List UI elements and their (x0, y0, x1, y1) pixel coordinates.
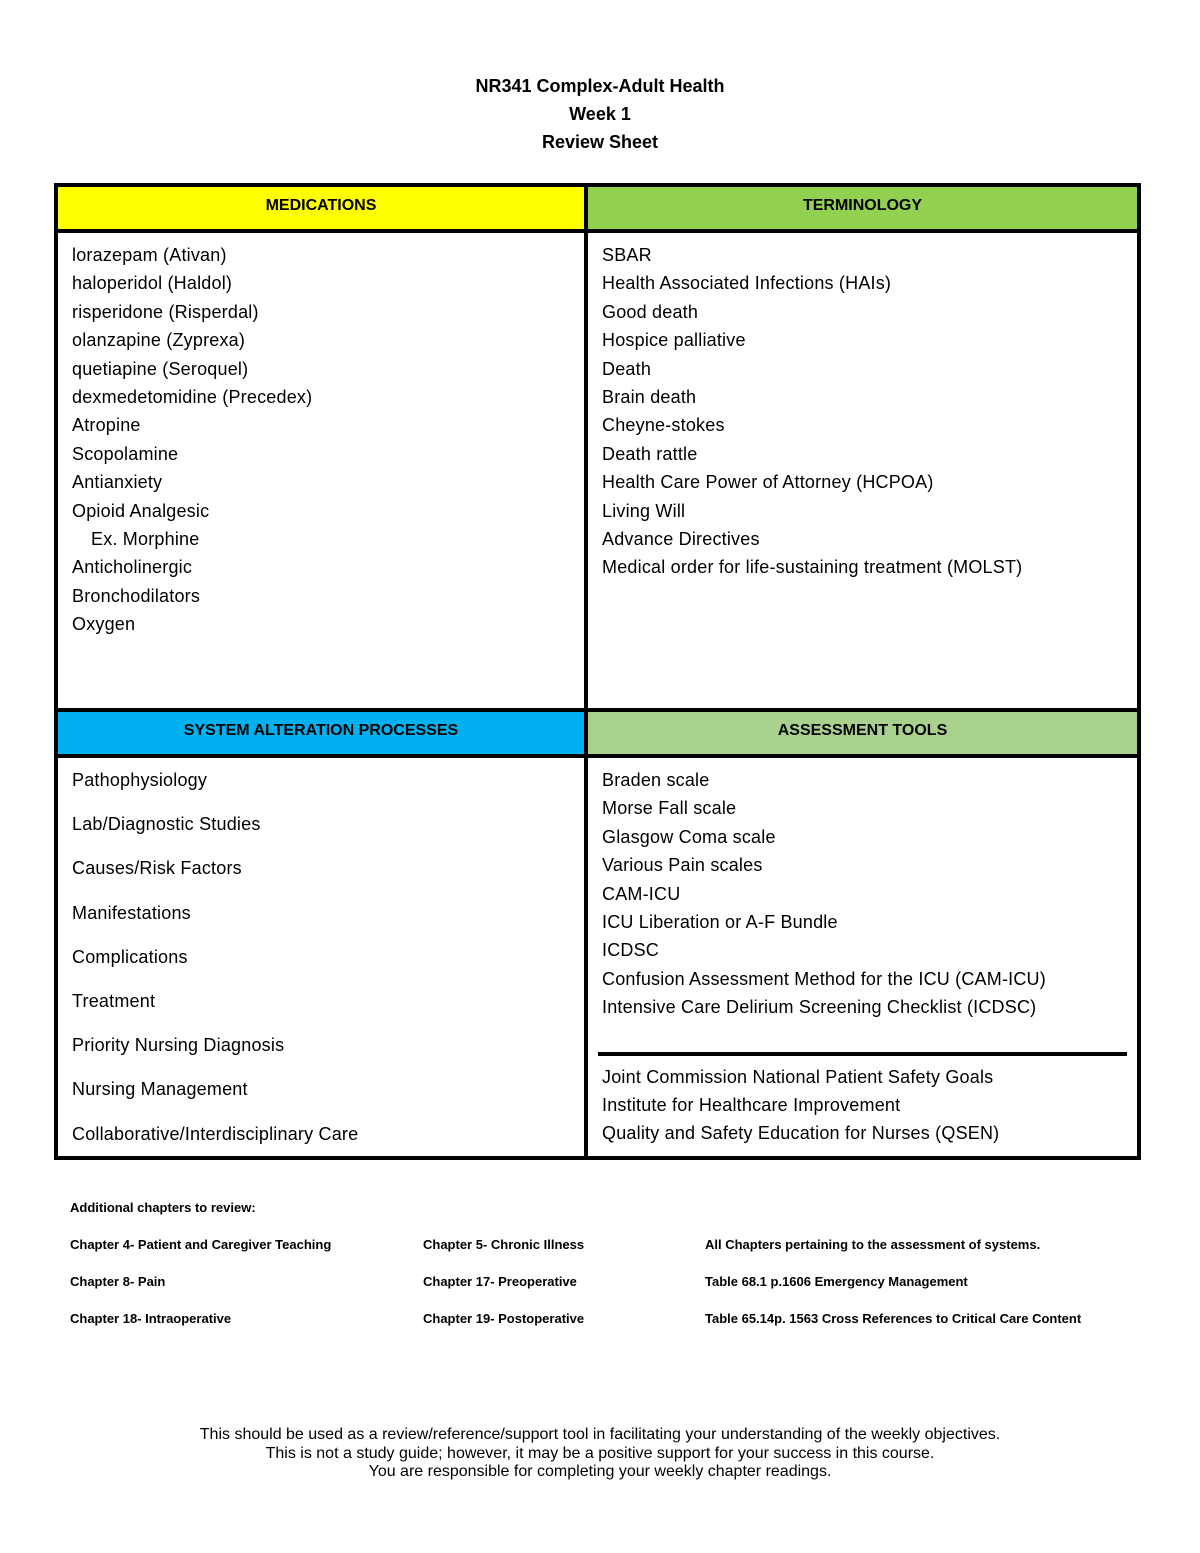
terminology-title: TERMINOLOGY (802, 197, 923, 214)
assessment-item: Intensive Care Delirium Screening Checklist (ICDSC) (602, 997, 1037, 1018)
chapter-item: Table 68.1 p.1606 Emergency Management (705, 1274, 968, 1289)
terminology-item: Health Care Power of Attorney (HCPOA) (602, 472, 934, 493)
chapter-item: Table 65.14p. 1563 Cross References to Critical Care Content (705, 1311, 1082, 1326)
quality-item: Institute for Healthcare Improvement (602, 1095, 901, 1116)
terminology-item: Health Associated Infections (HAIs) (602, 273, 892, 294)
system-item: Treatment (72, 991, 156, 1012)
terminology-item: Brain death (602, 387, 697, 408)
review-table (54, 183, 1141, 1160)
medication-item: risperidone (Risperdal) (72, 301, 259, 322)
system-list (56, 756, 586, 1158)
medication-item: Anticholinergic (72, 557, 193, 578)
footer-line: This is not a study guide; however, it may be a positive support for your success in this course. (265, 1444, 935, 1462)
medication-item: quetiapine (Seroquel) (72, 358, 249, 379)
chapter-item: Chapter 17- Preoperative (423, 1274, 577, 1289)
medication-item: Oxygen (72, 614, 136, 635)
chapter-item: All Chapters pertaining to the assessment of systems. (705, 1237, 1041, 1252)
terminology-item: Death rattle (602, 443, 698, 464)
assessment-item: Glasgow Coma scale (602, 826, 776, 847)
system-header (56, 710, 586, 756)
system-item: Nursing Management (72, 1079, 248, 1100)
footer-note (0, 1426, 1200, 1482)
footer-line: You are responsible for completing your weekly chapter readings. (368, 1463, 832, 1480)
terminology-item: Hospice palliative (602, 330, 746, 351)
system-item: Causes/Risk Factors (72, 858, 242, 879)
week-title: Week 1 (569, 104, 631, 124)
terminology-item: SBAR (602, 245, 652, 265)
assessment-item: CAM-ICU (602, 883, 681, 904)
sheet-title: Review Sheet (541, 132, 659, 152)
system-item: Complications (72, 946, 188, 967)
assessment-list (586, 756, 1139, 1158)
medications-list (56, 231, 586, 710)
terminology-item: Death (602, 358, 652, 379)
terminology-header (586, 185, 1139, 231)
quality-item: Quality and Safety Education for Nurses (QSEN) (602, 1123, 1000, 1144)
chapter-item: Chapter 18- Intraoperative (70, 1311, 232, 1326)
assessment-item: Various Pain scales (602, 855, 763, 876)
terminology-item: Advance Directives (602, 529, 760, 550)
medication-item: Scopolamine (72, 443, 179, 464)
terminology-item: Cheyne-stokes (602, 415, 725, 436)
terminology-item: Medical order for life-sustaining treatment (MOLST) (602, 557, 1023, 578)
medication-item: Antianxiety (72, 472, 163, 493)
medications-title: MEDICATIONS (265, 197, 377, 214)
document-title (0, 72, 1200, 156)
medication-item: Atropine (72, 415, 141, 436)
assessment-item: Confusion Assessment Method for the ICU (CAM-ICU) (602, 968, 1046, 989)
system-item: Manifestations (72, 902, 191, 923)
terminology-item: Good death (602, 301, 699, 322)
system-item: Priority Nursing Diagnosis (72, 1035, 285, 1056)
additional-chapters-label: Additional chapters to review: (70, 1200, 256, 1215)
assessment-title: ASSESSMENT TOOLS (777, 722, 948, 739)
course-title: NR341 Complex-Adult Health (475, 76, 725, 96)
system-item: Collaborative/Interdisciplinary Care (72, 1123, 359, 1144)
chapter-item: Chapter 8- Pain (70, 1274, 166, 1289)
chapter-item: Chapter 4- Patient and Caregiver Teaching (70, 1237, 332, 1252)
section-divider (598, 1052, 1127, 1056)
assessment-item: ICDSC (602, 940, 660, 961)
assessment-item: Morse Fall scale (602, 798, 737, 819)
system-item: Pathophysiology (72, 770, 208, 790)
quality-item: Joint Commission National Patient Safety Goals (602, 1066, 994, 1087)
medication-item: Bronchodilators (72, 585, 201, 606)
medication-item: olanzapine (Zyprexa) (72, 330, 246, 351)
system-item: Lab/Diagnostic Studies (72, 814, 261, 835)
assessment-item: ICU Liberation or A-F Bundle (602, 912, 838, 933)
chapter-item: Chapter 5- Chronic Illness (423, 1237, 585, 1252)
medication-item: haloperidol (Haldol) (72, 273, 233, 294)
medication-item: Opioid Analgesic (72, 500, 210, 521)
terminology-item: Living Will (602, 500, 686, 521)
medication-example: Ex. Morphine (91, 529, 200, 550)
medications-header (56, 185, 586, 231)
medication-item: lorazepam (Ativan) (72, 245, 227, 265)
medication-item: dexmedetomidine (Precedex) (72, 387, 313, 408)
system-title: SYSTEM ALTERATION PROCESSES (183, 722, 459, 739)
assessment-item: Braden scale (602, 770, 710, 790)
assessment-header (586, 710, 1139, 756)
footer-line: This should be used as a review/reference/support tool in facilitating your understanding of the weekly objectives. (199, 1426, 1001, 1443)
chapter-item: Chapter 19- Postoperative (423, 1311, 585, 1326)
terminology-list (586, 231, 1139, 710)
